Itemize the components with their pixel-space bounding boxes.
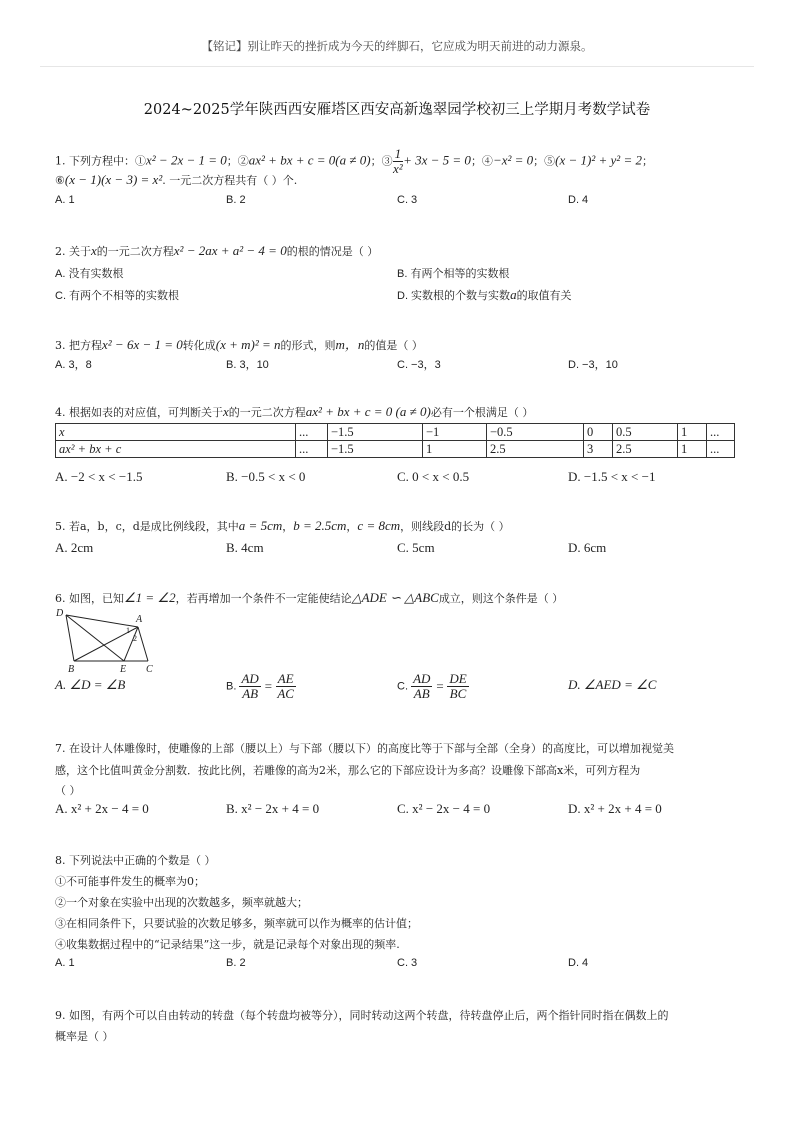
q3-option-a[interactable]: A. 3，8 (55, 359, 92, 371)
q6-given: ∠1 = ∠2 (124, 590, 176, 605)
q2-equation: x² − 2ax + a² − 4 = 0 (173, 243, 287, 258)
q5-a: a = 5cm (238, 518, 283, 533)
fraction-denominator: AC (277, 686, 294, 701)
q2-var: x (91, 243, 97, 258)
fraction-numerator: DE (449, 671, 467, 686)
q1-sep: ；③ (370, 154, 393, 168)
table-cell: x (56, 424, 296, 441)
question-5-stem: 5. 若a，b，c，d是成比例线段，其中a = 5cm，b = 2.5cm，c = 8cm，则线段d的长为（ ） (55, 518, 510, 533)
question-9-line2: 概率是（ ） (55, 1030, 114, 1043)
q1-sep: ；④ (470, 154, 493, 168)
q4-equation: ax² + bx + c = 0 (a ≠ 0) (305, 404, 431, 419)
table-cell: 0.5 (613, 424, 678, 441)
motto-banner: 【铭记】别让昨天的挫折成为今天的绊脚石，它应成为明天前进的动力源泉。 (201, 39, 593, 53)
question-2-stem (55, 243, 378, 259)
q4-option-d[interactable]: D. −1.5 < x < −1 (568, 469, 656, 484)
table-cell: 1 (678, 441, 707, 458)
q6-text: 6. 如图，已知 (55, 592, 124, 605)
q4-text: 的一元二次方程 (228, 406, 306, 419)
q2-optd-text: D. 实数根的个数与实数 (397, 290, 511, 302)
q7-option-d[interactable]: D. x² + 2x + 4 = 0 (568, 801, 662, 816)
question-6-stem (55, 590, 563, 606)
q6-option-b[interactable] (226, 672, 296, 701)
q1-eq5: (x − 1)² + y² = 2 (555, 152, 642, 168)
q1-sep: ；② (226, 154, 249, 168)
q6-text: ，若再增加一个条件不一定能使结论 (175, 592, 352, 605)
q5-option-b[interactable]: B. 4cm (226, 540, 264, 555)
question-4-stem (55, 404, 533, 420)
q1-eq3: + 3x − 5 = 0 (403, 152, 471, 168)
question-7-line3: （ ） (55, 784, 81, 797)
q2-text: 2. 关于 (55, 245, 91, 258)
equals-sign: = (263, 678, 273, 694)
q5-text: 5. 若a，b，c，d是成比例线段，其中 (55, 520, 239, 533)
question-3-stem (55, 334, 423, 353)
label-e: E (120, 664, 127, 675)
fraction-numerator: AD (413, 671, 431, 686)
fraction-numerator: 1 (394, 146, 402, 161)
q3-text: 转化成 (182, 339, 216, 352)
q8-option-a[interactable]: A. 1 (55, 957, 75, 969)
question-7-line2: 感，这个比值叫黄金分割数．按此比例，若雕像的高为2米，那么它的下部应设计为多高？设雕像下部高x米，可列方程为 (55, 764, 641, 777)
q8-option-d[interactable]: D. 4 (568, 957, 589, 969)
q6-option-c[interactable] (397, 672, 469, 701)
q5-text: ，则线段d的长为（ ） (400, 520, 510, 533)
q5-option-d[interactable]: D. 6cm (568, 540, 607, 555)
q1-text: . 一元二次方程共有（ ）个. (162, 174, 298, 187)
table-cell: ... (707, 424, 735, 441)
q2-optd-var: a (510, 287, 517, 302)
table-cell: 1 (423, 441, 487, 458)
q3-equation: x² − 6x − 1 = 0 (102, 337, 183, 352)
table-cell: 2.5 (487, 441, 584, 458)
q2-option-b[interactable]: B. 有两个相等的实数根 (397, 268, 510, 280)
q1-option-d[interactable]: D. 4 (568, 194, 589, 206)
q1-sep: ；⑤ (533, 154, 556, 168)
q1-sep: ； (641, 154, 653, 168)
q6-text: 成立，则这个条件是（ ） (438, 592, 564, 605)
label-angle-1: 1 (126, 626, 130, 635)
fraction-ad-ab (411, 672, 432, 701)
q5-c: c = 8cm (357, 518, 401, 533)
q6-conclusion: △ADE ∽ △ABC (351, 590, 439, 605)
q8-option-c[interactable]: C. 3 (397, 957, 418, 969)
fraction-denominator: AB (413, 686, 430, 701)
q4-option-a[interactable]: A. −2 < x < −1.5 (55, 469, 143, 484)
option-label: C. (397, 680, 408, 693)
q4-text: 4. 根据如表的对应值，可判断关于 (55, 406, 223, 419)
table-row (56, 424, 735, 441)
fraction-denominator: BC (449, 686, 467, 701)
segment-ac (138, 627, 148, 661)
q6-option-a[interactable]: A. ∠D = ∠B (55, 677, 126, 692)
table-cell: ... (296, 441, 328, 458)
q1-option-a[interactable]: A. 1 (55, 194, 75, 206)
q1-eq1: x² − 2x − 1 = 0 (146, 152, 227, 168)
label-c: C (146, 664, 153, 675)
fraction-numerator: AD (241, 671, 259, 686)
q8-statement-3: ③在相同条件下，只要试验的次数足够多，频率就可以作为概率的估计值； (55, 917, 418, 930)
q4-option-b[interactable]: B. −0.5 < x < 0 (226, 469, 306, 484)
q1-eq2: ax² + bx + c = 0(a ≠ 0) (248, 152, 371, 168)
q2-option-d[interactable] (397, 287, 572, 303)
q1-option-b[interactable]: B. 2 (226, 194, 246, 206)
q3-text: 的形式，则 (280, 339, 336, 352)
q1-fraction (393, 147, 404, 176)
q5-b: b = 2.5cm (293, 518, 347, 533)
label-angle-2: 2 (133, 634, 137, 643)
header-divider (40, 66, 754, 67)
table-cell: −1.5 (328, 441, 423, 458)
label-b: B (68, 664, 75, 675)
table-cell: ... (707, 441, 735, 458)
fraction-denominator: x² (393, 161, 403, 176)
q1-eq6: (x − 1)(x − 3) = x² (64, 172, 163, 187)
fraction-denominator: AB (242, 686, 259, 701)
table-row (56, 441, 735, 458)
q7-option-b[interactable]: B. x² − 2x + 4 = 0 (226, 801, 320, 816)
segment-de (66, 615, 124, 661)
q4-var: x (223, 404, 229, 419)
q8-option-b[interactable]: B. 2 (226, 957, 246, 969)
q2-option-a[interactable]: A. 没有实数根 (55, 268, 124, 280)
fraction-ad-ab (239, 672, 260, 701)
table-cell: 2.5 (613, 441, 678, 458)
q3-form: (x + m)² = n (215, 337, 281, 352)
q1-option-c[interactable]: C. 3 (397, 194, 418, 206)
q5-option-c[interactable]: C. 5cm (397, 540, 435, 555)
q3-option-c[interactable]: C. −3，3 (397, 359, 441, 371)
q6-option-d[interactable]: D. ∠AED = ∠C (568, 677, 657, 692)
question-1-line2 (55, 172, 297, 188)
q5-option-a[interactable]: A. 2cm (55, 540, 94, 555)
table-cell: −1.5 (328, 424, 423, 441)
triangle-figure (52, 607, 162, 675)
fraction-ae-ac (276, 672, 296, 701)
q4-text: 必有一个根满足（ ） (430, 406, 534, 419)
fraction-de-bc (447, 672, 468, 701)
label-a: A (136, 614, 143, 625)
q1-text: ⑥ (55, 174, 65, 187)
q2-text: 的一元二次方程 (96, 245, 174, 258)
table-cell: ax² + bx + c (56, 441, 296, 458)
table-cell: ... (296, 424, 328, 441)
q3-vars: m，n (335, 337, 365, 352)
q1-text: 1. 下列方程中：① (55, 154, 146, 168)
q2-text: 的根的情况是（ ） (286, 245, 379, 258)
q1-eq4: −x² = 0 (492, 152, 534, 168)
segment-db (66, 615, 74, 661)
q7-option-c[interactable]: C. x² − 2x − 4 = 0 (397, 801, 491, 816)
question-7-line1: 7. 在设计人体雕像时，使雕像的上部（腰以上）与下部（腰以下）的高度比等于下部与全部（全身）的高度比，可以增加视觉美 (55, 742, 674, 755)
q3-text: 的值是（ ） (364, 339, 423, 352)
table-cell: −0.5 (487, 424, 584, 441)
question-8-stem: 8. 下列说法中正确的个数是（ ） (55, 854, 216, 867)
q2-optd-text: 的取值有关 (516, 290, 572, 302)
table-cell: −1 (423, 424, 487, 441)
fraction-numerator: AE (277, 671, 294, 686)
q8-statement-1: ①不可能事件发生的概率为0； (55, 875, 205, 888)
q7-option-a[interactable]: A. x² + 2x − 4 = 0 (55, 801, 149, 816)
q3-option-b[interactable]: B. 3，10 (226, 359, 269, 371)
option-label: B. (226, 680, 237, 693)
q4-option-c[interactable]: C. 0 < x < 0.5 (397, 469, 470, 484)
table-cell: 0 (584, 424, 613, 441)
page-title: 2024~2025学年陕西西安雁塔区西安高新逸翠园学校初三上学期月考数学试卷 (143, 102, 651, 118)
table-cell: 3 (584, 441, 613, 458)
q4-value-table (55, 423, 735, 458)
equals-sign: = (435, 678, 445, 694)
label-d: D (56, 608, 64, 619)
q3-text: 3. 把方程 (55, 339, 102, 352)
table-cell: 1 (678, 424, 707, 441)
question-9-line1: 9. 如图，有两个可以自由转动的转盘（每个转盘均被等分），同时转动这两个转盘，待转盘停止后，两个指针同时指在偶数上的 (55, 1009, 669, 1022)
q8-statement-4: ④收集数据过程中的“记录结果”这一步，就是记录每个对象出现的频率. (55, 938, 400, 951)
q8-statement-2: ②一个对象在实验中出现的次数越多，频率就越大； (55, 896, 308, 909)
q2-option-c[interactable]: C. 有两个不相等的实数根 (55, 290, 180, 302)
q3-option-d[interactable]: D. −3，10 (568, 359, 618, 371)
